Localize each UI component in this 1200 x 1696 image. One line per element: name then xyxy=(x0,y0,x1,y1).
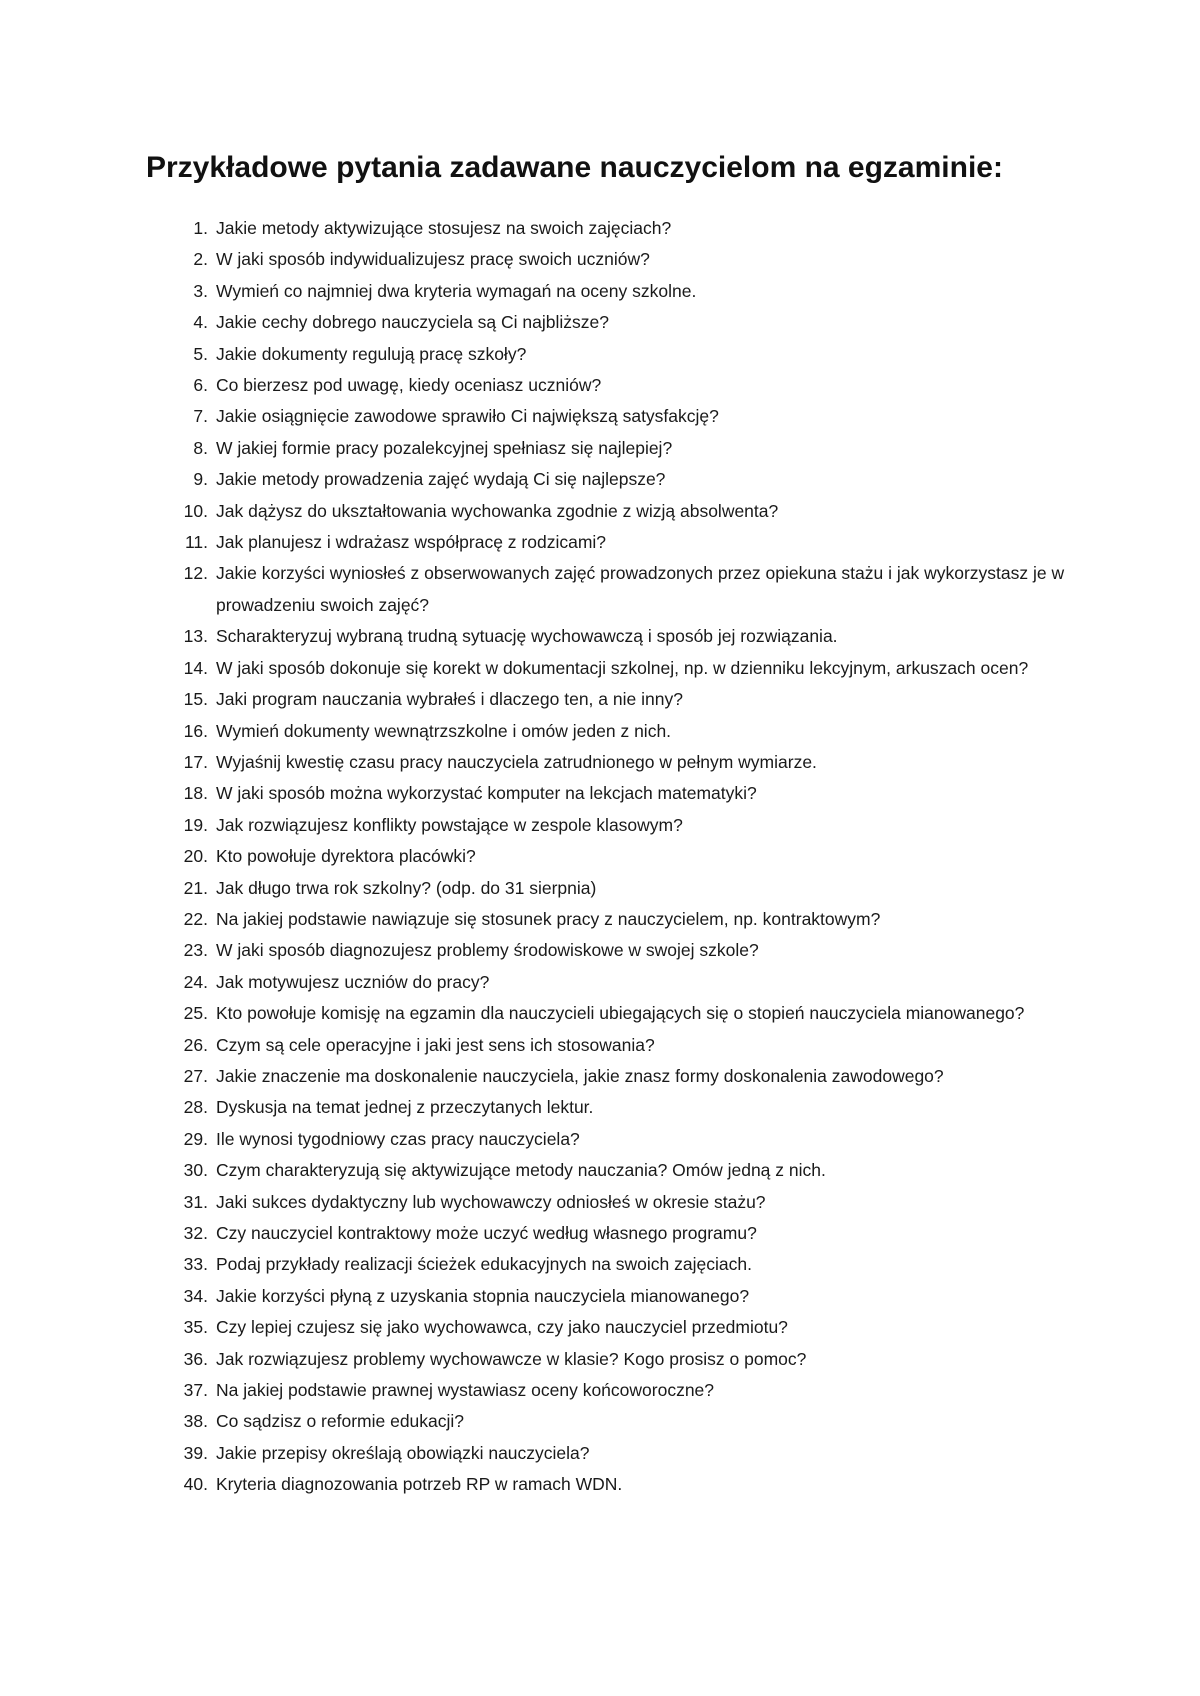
question-text: Co bierzesz pod uwagę, kiedy oceniasz uczniów? xyxy=(216,375,602,396)
question-text: Czy lepiej czujesz się jako wychowawca, czy jako nauczyciel przedmiotu? xyxy=(216,1317,788,1338)
question-number: 15. xyxy=(183,689,208,710)
question-number: 14. xyxy=(183,657,208,678)
question-text: Kryteria diagnozowania potrzeb RP w ramach WDN. xyxy=(216,1474,623,1495)
question-text: Wyjaśnij kwestię czasu pracy nauczyciela zatrudnionego w pełnym wymiarze. xyxy=(216,751,817,772)
question-text: Podaj przykłady realizacji ścieżek edukacyjnych na swoich zajęciach. xyxy=(216,1254,752,1275)
question-item xyxy=(170,244,1070,275)
question-number: 1. xyxy=(193,218,208,238)
question-text: Jakie znaczenie ma doskonalenie nauczyciela, jakie znasz formy doskonalenia zawodowego? xyxy=(216,1065,944,1086)
question-number: 29. xyxy=(183,1128,208,1149)
question-text: Czy nauczyciel kontraktowy może uczyć według własnego programu? xyxy=(216,1223,757,1243)
question-text: Scharakteryzuj wybraną trudną sytuację wychowawczą i sposób jej rozwiązania. xyxy=(216,626,838,647)
question-item xyxy=(170,213,1070,244)
question-number: 17. xyxy=(183,751,208,772)
question-text: W jaki sposób indywidualizujesz pracę swoich uczniów? xyxy=(216,249,650,270)
question-number: 21. xyxy=(183,877,208,898)
question-text: Kto powołuje komisję na egzamin dla nauczycieli ubiegających się o stopień nauczyciela mianowanego? xyxy=(216,1003,1025,1024)
question-text: W jakiej formie pracy pozalekcyjnej spełniasz się najlepiej? xyxy=(216,437,673,458)
question-item xyxy=(170,1312,1070,1343)
question-text: W jaki sposób dokonuje się korekt w dokumentacji szkolnej, np. w dzienniku lekcyjnym, arkuszach ocen? xyxy=(216,657,1029,678)
question-text: Jakie osiągnięcie zawodowe sprawiło Ci największą satysfakcję? xyxy=(216,406,719,427)
question-number: 7. xyxy=(193,406,208,427)
document-title: Przykładowe pytania zadawane nauczycielom na egzaminie: xyxy=(146,151,1003,184)
question-text: Jakie dokumenty regulują pracę szkoły? xyxy=(216,343,527,364)
question-number: 5. xyxy=(193,343,208,364)
question-item xyxy=(170,778,1070,809)
question-item xyxy=(170,464,1070,495)
question-item xyxy=(170,276,1070,307)
question-number: 22. xyxy=(183,908,208,929)
question-item xyxy=(170,1187,1070,1218)
question-item xyxy=(170,370,1070,401)
question-number: 12. xyxy=(183,563,208,584)
question-text: Jak dążysz do ukształtowania wychowanka zgodnie z wizją absolwenta? xyxy=(216,500,779,521)
question-item xyxy=(170,1438,1070,1469)
question-item xyxy=(170,401,1070,432)
question-text: Jak planujesz i wdrażasz współpracę z rodzicami? xyxy=(216,532,607,553)
question-text: Czym charakteryzują się aktywizujące metody nauczania? Omów jedną z nich. xyxy=(216,1160,826,1181)
question-item xyxy=(170,1406,1070,1437)
question-text: Co sądzisz o reformie edukacji? xyxy=(216,1411,465,1432)
question-item xyxy=(170,1281,1070,1312)
question-item xyxy=(170,1218,1070,1249)
question-text: Jaki program nauczania wybrałeś i dlaczego ten, a nie inny? xyxy=(216,689,683,710)
question-number: 31. xyxy=(183,1191,208,1212)
question-number: 24. xyxy=(183,971,208,992)
question-text: Jak motywujesz uczniów do pracy? xyxy=(216,971,490,992)
question-text: Czym są cele operacyjne i jaki jest sens ich stosowania? xyxy=(216,1034,655,1055)
question-text: W jaki sposób diagnozujesz problemy środowiskowe w swojej szkole? xyxy=(216,940,759,961)
question-text: Jak długo trwa rok szkolny? (odp. do 31 sierpnia) xyxy=(216,877,597,898)
question-text: Dyskusja na temat jednej z przeczytanych lektur. xyxy=(216,1097,594,1118)
question-text: Jakie korzyści wyniosłeś z obserwowanych zajęć prowadzonych przez opiekuna stażu i jak wykorzystasz je w prowadzeniu swoich zajęć? xyxy=(216,563,1065,615)
question-number: 18. xyxy=(183,783,208,804)
question-number: 23. xyxy=(183,940,208,961)
question-number: 3. xyxy=(193,280,208,301)
question-item xyxy=(170,1469,1070,1500)
question-text: Jakie metody aktywizujące stosujesz na swoich zajęciach? xyxy=(216,218,672,238)
question-number: 4. xyxy=(193,312,208,333)
question-item xyxy=(170,1061,1070,1092)
question-number: 32. xyxy=(183,1223,208,1243)
question-number: 30. xyxy=(183,1160,208,1181)
question-text: Wymień co najmniej dwa kryteria wymagań na oceny szkolne. xyxy=(216,280,697,301)
question-text: Wymień dokumenty wewnątrzszkolne i omów jeden z nich. xyxy=(216,720,672,741)
question-number: 38. xyxy=(183,1411,208,1432)
question-item xyxy=(170,904,1070,935)
question-number: 25. xyxy=(183,1003,208,1024)
question-item xyxy=(170,653,1070,684)
question-text: Jakie korzyści płyną z uzyskania stopnia nauczyciela mianowanego? xyxy=(216,1285,750,1306)
question-number: 40. xyxy=(183,1474,208,1495)
question-item xyxy=(170,841,1070,872)
question-text: Ile wynosi tygodniowy czas pracy nauczyciela? xyxy=(216,1128,580,1149)
question-item xyxy=(170,1249,1070,1280)
question-item xyxy=(170,810,1070,841)
question-number: 28. xyxy=(183,1097,208,1118)
question-item xyxy=(170,307,1070,338)
question-text: Jak rozwiązujesz problemy wychowawcze w klasie? Kogo prosisz o pomoc? xyxy=(216,1348,807,1369)
question-number: 20. xyxy=(183,846,208,867)
question-item xyxy=(170,339,1070,370)
question-item xyxy=(170,873,1070,904)
question-number: 2. xyxy=(193,249,208,270)
question-number: 33. xyxy=(183,1254,208,1275)
question-text: Jak rozwiązujesz konflikty powstające w zespole klasowym? xyxy=(216,814,683,835)
question-number: 16. xyxy=(183,720,208,741)
question-text: Kto powołuje dyrektora placówki? xyxy=(216,846,476,867)
question-item xyxy=(170,967,1070,998)
question-item xyxy=(170,621,1070,652)
question-item xyxy=(170,433,1070,464)
question-text: W jaki sposób można wykorzystać komputer na lekcjach matematyki? xyxy=(216,783,757,804)
question-number: 37. xyxy=(183,1380,208,1401)
question-item xyxy=(170,747,1070,778)
question-number: 34. xyxy=(183,1285,208,1306)
question-item xyxy=(170,527,1070,558)
question-item xyxy=(170,1375,1070,1406)
question-number: 27. xyxy=(183,1065,208,1086)
question-text: Jakie cechy dobrego nauczyciela są Ci najbliższe? xyxy=(216,312,609,333)
question-number: 39. xyxy=(183,1442,208,1463)
question-number: 36. xyxy=(183,1348,208,1369)
question-text: Na jakiej podstawie prawnej wystawiasz oceny końcoworoczne? xyxy=(216,1380,715,1401)
question-text: Jakie metody prowadzenia zajęć wydają Ci się najlepsze? xyxy=(216,469,666,490)
question-item xyxy=(170,558,1070,621)
question-number: 26. xyxy=(183,1034,208,1055)
question-item xyxy=(170,1030,1070,1061)
question-number: 8. xyxy=(193,437,208,458)
question-text: Jaki sukces dydaktyczny lub wychowawczy odniosłeś w okresie stażu? xyxy=(216,1191,766,1212)
question-number: 9. xyxy=(193,469,208,490)
question-item xyxy=(170,1092,1070,1123)
question-number: 19. xyxy=(183,814,208,835)
question-item xyxy=(170,496,1070,527)
question-item xyxy=(170,935,1070,966)
question-number: 6. xyxy=(193,375,208,396)
question-list xyxy=(170,213,1070,1501)
question-number: 35. xyxy=(183,1317,208,1338)
question-text: Jakie przepisy określają obowiązki nauczyciela? xyxy=(216,1442,590,1463)
question-item xyxy=(170,1124,1070,1155)
question-item xyxy=(170,1155,1070,1186)
question-text: Na jakiej podstawie nawiązuje się stosunek pracy z nauczycielem, np. kontraktowym? xyxy=(216,908,881,929)
question-item xyxy=(170,716,1070,747)
question-item xyxy=(170,998,1070,1029)
question-number: 13. xyxy=(183,626,208,647)
question-number: 10. xyxy=(183,500,208,521)
question-item xyxy=(170,1344,1070,1375)
question-item xyxy=(170,684,1070,715)
question-number: 11. xyxy=(184,532,208,553)
